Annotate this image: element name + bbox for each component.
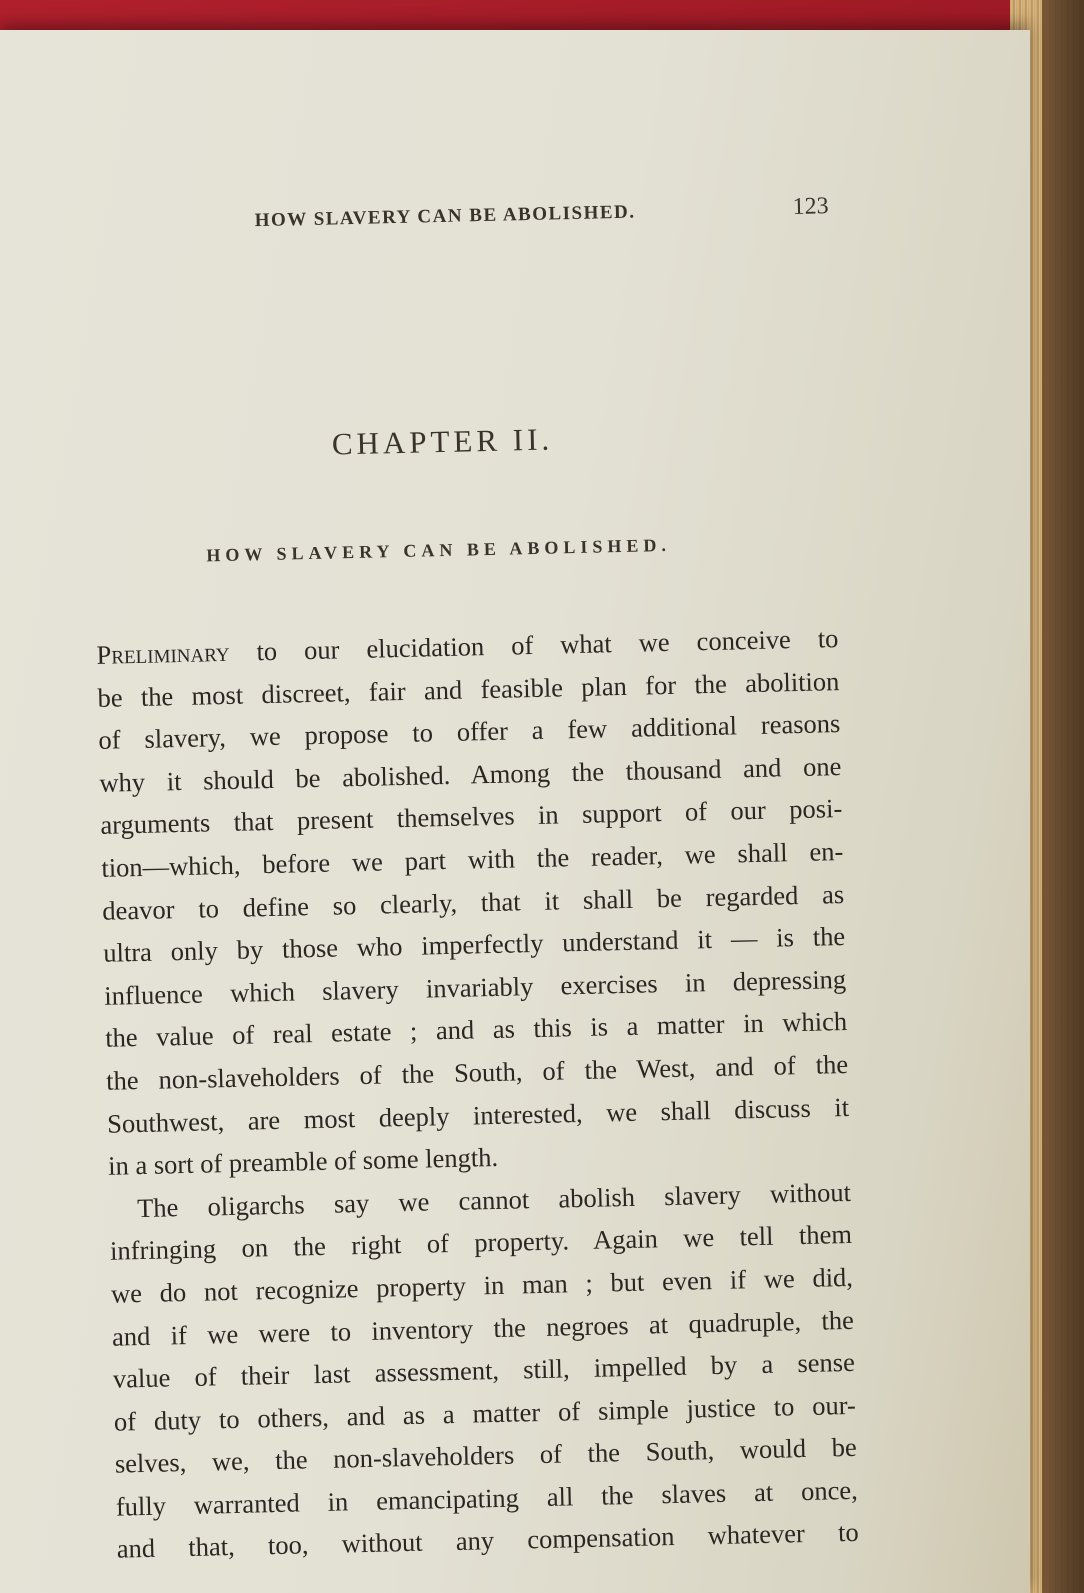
book-cover-edge bbox=[1042, 0, 1084, 1593]
text-line: tion—which, before we part with the reader, we shall en- bbox=[101, 835, 844, 883]
text-line: be the most discreet, fair and feasible plan for the abolition bbox=[97, 665, 840, 713]
text-line: and if we were to inventory the negroes at quadruple, the bbox=[111, 1304, 855, 1352]
text-line: the value of real estate ; and as this is a matter in which bbox=[104, 1006, 848, 1054]
body-text bbox=[96, 617, 877, 1571]
text-line: arguments that present themselves in support of our posi- bbox=[100, 793, 843, 841]
text-line: of duty to others, and as a matter of simple justice to our- bbox=[113, 1389, 857, 1437]
page-text-block bbox=[86, 173, 859, 1565]
text-line: and that, too, without any compensation whatever to bbox=[116, 1517, 859, 1565]
text-line: of slavery, we propose to offer a few additional reasons bbox=[98, 708, 841, 756]
text-line: in a sort of preamble of some length. bbox=[107, 1142, 499, 1181]
section-title: HOW SLAVERY CAN BE ABOLISHED. bbox=[206, 534, 672, 566]
text-line: why it should be abolished. Among the thousand and one bbox=[99, 750, 842, 798]
text-line: Southwest, are most deeply interested, we shall discuss it bbox=[106, 1091, 850, 1139]
text-line: ultra only by those who imperfectly understand it — is the bbox=[102, 921, 846, 968]
text-line: The oligarchs say we cannot abolish slavery without bbox=[136, 1176, 852, 1223]
text-line: Preliminary to our elucidation of what we conceive to bbox=[96, 623, 839, 670]
text-line: influence which slavery invariably exercises in depressing bbox=[103, 963, 847, 1011]
text-line: the non-slaveholders of the South, of the West, and of the bbox=[105, 1048, 849, 1096]
text-line: deavor to define so clearly, that it shall be regarded as bbox=[102, 878, 845, 926]
lead-word: Preliminary bbox=[96, 636, 230, 670]
text-line: fully warranted in emancipating all the slaves at once, bbox=[115, 1474, 859, 1522]
book-page bbox=[0, 30, 1030, 1593]
text-line: value of their last assessment, still, impelled by a sense bbox=[112, 1346, 856, 1394]
page-number: 123 bbox=[792, 193, 829, 220]
chapter-title: CHAPTER II. bbox=[331, 421, 554, 462]
text-line: we do not recognize property in man ; but even if we did, bbox=[110, 1261, 854, 1309]
text-line: selves, we, the non-slaveholders of the South, would be bbox=[114, 1432, 858, 1479]
text-line: infringing on the right of property. Again we tell them bbox=[109, 1219, 853, 1267]
running-head: HOW SLAVERY CAN BE ABOLISHED. bbox=[254, 201, 636, 232]
